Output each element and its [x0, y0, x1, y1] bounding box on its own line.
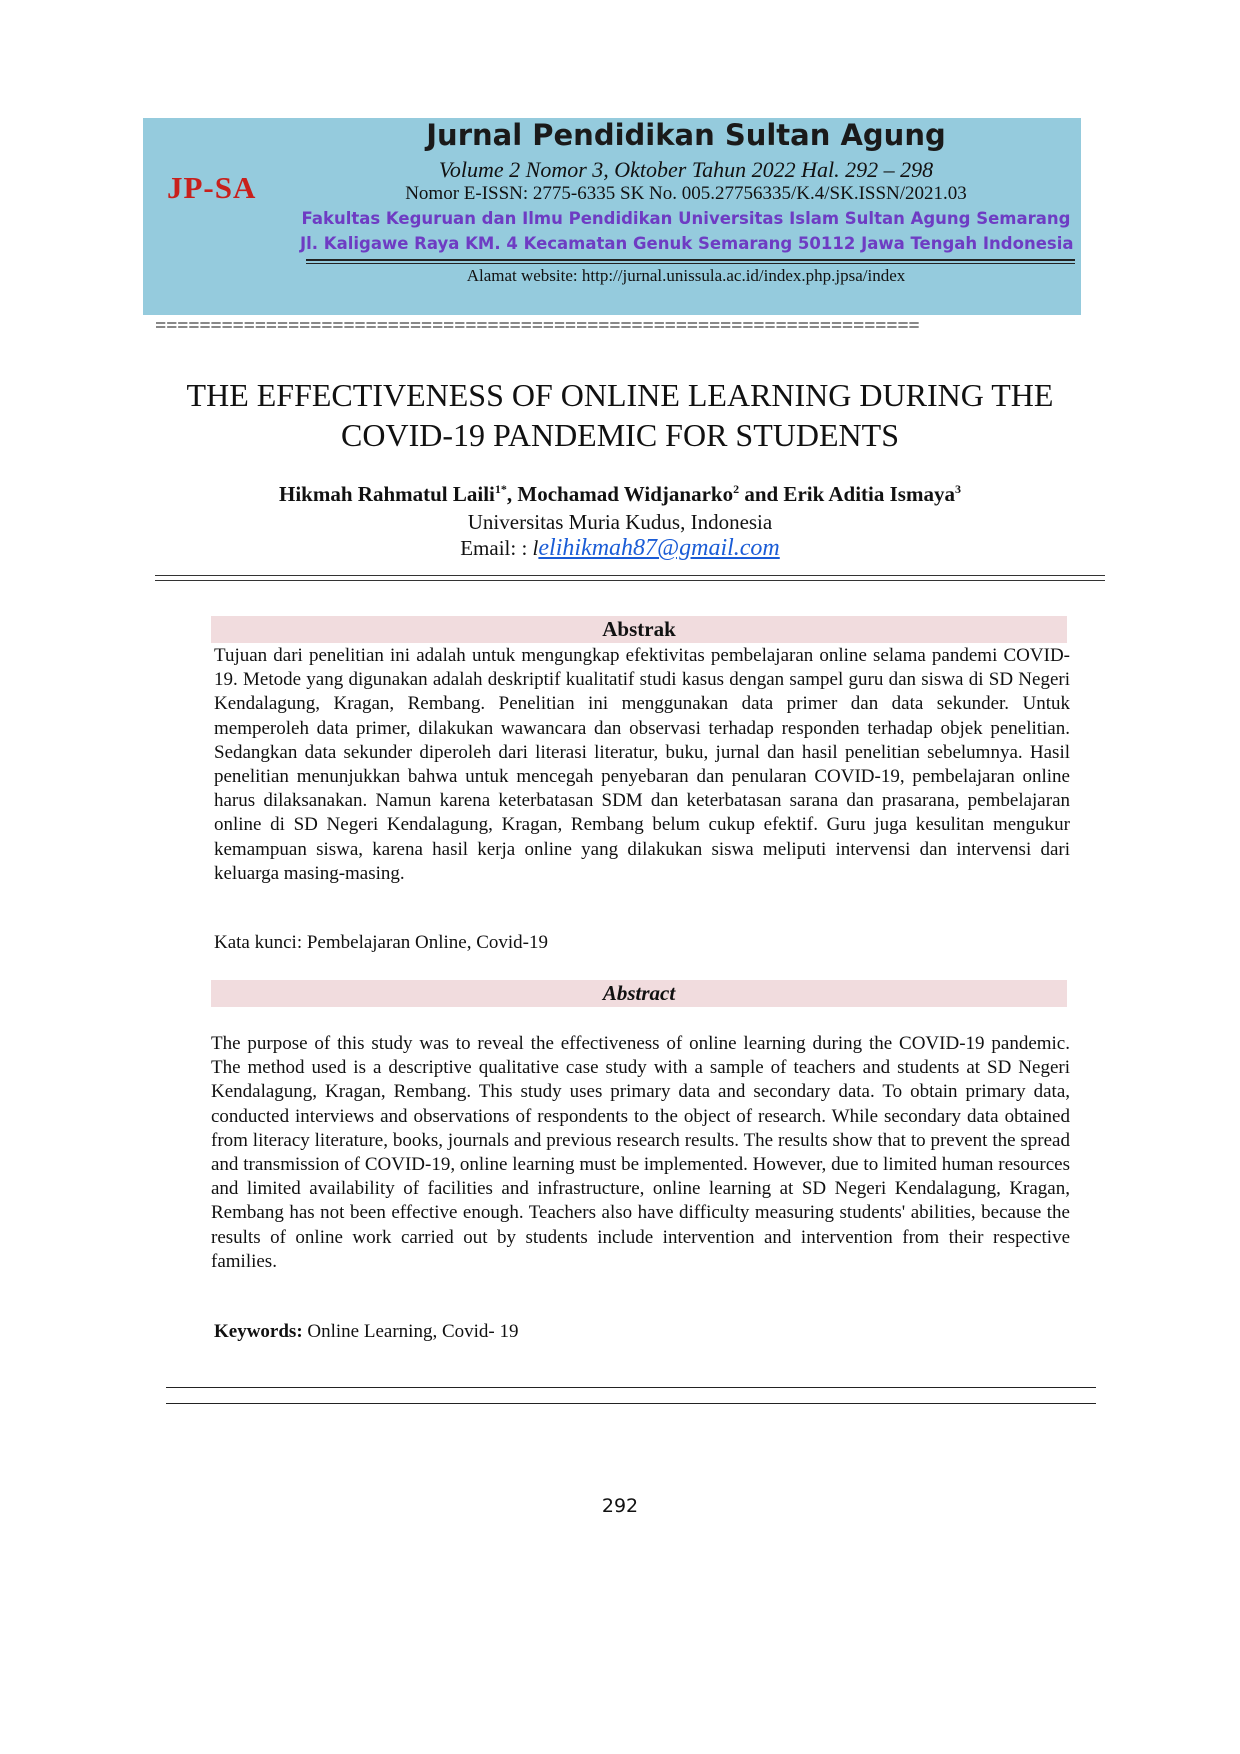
author-1: Hikmah Rahmatul Laili [279, 482, 495, 506]
author-affiliation: Universitas Muria Kudus, Indonesia [467, 510, 773, 534]
email-first-char: l [532, 536, 539, 560]
email-label: Email: : [460, 536, 533, 560]
journal-faculty: Fakultas Keguruan dan Ilmu Pendidikan Universitas Islam Sultan Agung Semarang [301, 209, 1071, 228]
header-divider [306, 259, 1075, 261]
equals-separator: ===================================================================== [155, 315, 920, 337]
author-3-marker: 3 [954, 482, 961, 496]
bottom-divider-top [166, 1387, 1096, 1388]
abstract-heading: Abstract [211, 980, 1067, 1007]
paper-authors [100, 482, 1140, 507]
paper-title-line-1: THE EFFECTIVENESS OF ONLINE LEARNING DURING THE [186, 377, 1054, 413]
author-2-marker: 2 [733, 482, 740, 496]
abstrak-keywords: Kata kunci: Pembelajaran Online, Covid-19 [214, 932, 548, 953]
abstrak-heading: Abstrak [211, 616, 1067, 643]
abstract-keywords [214, 1321, 1070, 1343]
paper-title-line-2: COVID-19 PANDEMIC FOR STUDENTS [341, 417, 899, 453]
paper-title [100, 375, 1140, 455]
bottom-divider-bottom [166, 1403, 1096, 1404]
author-email [100, 535, 1140, 562]
journal-title: Jurnal Pendidikan Sultan Agung [426, 118, 946, 152]
title-divider-top [155, 575, 1105, 576]
email-link[interactable]: elihikmah87@gmail.com [538, 535, 780, 561]
journal-address: Jl. Kaligawe Raya KM. 4 Kecamatan Genuk Semarang 50112 Jawa Tengah Indonesia [300, 234, 1074, 253]
header-divider-thin [306, 263, 1075, 264]
author-1-marker: 1* [494, 482, 507, 496]
journal-website: Alamat website: http://jurnal.unissula.ac.id/index.php.jpsa/index [466, 266, 906, 285]
abstrak-body: Tujuan dari penelitian ini adalah untuk mengungkap efektivitas pembelajaran online selama pandemi COVID-19. Metode yang digunakan adalah deskriptif kualitatif studi kasus dengan sampel guru dan siswa di SD Negeri Kendalagung, Kragan, Rembang. Penelitian ini menggunakan data primer dan data sekunder. Untuk memperoleh data primer, dilakukan wawancara dan observasi terhadap responden terhadap objek penelitian. Sedangkan data sekunder diperoleh dari literasi literatur, buku, jurnal dan hasil penelitian sebelumnya. Hasil penelitian menunjukkan bahwa untuk mencegah penyebaran dan penularan COVID-19, pembelajaran online harus dilaksanakan. Namun karena keterbatasan SDM dan keterbatasan sarana dan prasarana, pembelajaran online di SD Negeri Kendalagung, Kragan, Rembang belum cukup efektif. Guru juga kesulitan mengukur kemampuan siswa, karena hasil kerja online yang dilakukan siswa meliputi intervensi dan intervensi dari keluarga masing-masing. [214, 645, 1070, 884]
title-divider-bottom [155, 580, 1105, 581]
author-2: , Mochamad Widjanarko [506, 482, 734, 506]
page-number: 292 [601, 1495, 639, 1517]
keywords-value: Online Learning, Covid- 19 [302, 1321, 519, 1342]
keywords-label: Keywords: [214, 1321, 303, 1342]
journal-volume: Volume 2 Nomor 3, Oktober Tahun 2022 Hal. 292 – 298 [438, 157, 934, 182]
journal-issn: Nomor E-ISSN: 2775-6335 SK No. 005.27756335/K.4/SK.ISSN/2021.03 [405, 183, 967, 204]
journal-logo: JP-SA [167, 170, 257, 205]
abstract-body: The purpose of this study was to reveal the effectiveness of online learning during the COVID-19 pandemic. The method used is a descriptive qualitative case study with a sample of teachers and students at SD Negeri Kendalagung, Kragan, Rembang. This study uses primary data and secondary data. To obtain primary data, conducted interviews and observations of respondents to the object of research. While secondary data obtained from literacy literature, books, journals and previous research results. The results show that to prevent the spread and transmission of COVID-19, online learning must be implemented. However, due to limited human resources and limited availability of facilities and infrastructure, online learning at SD Negeri Kendalagung, Kragan, Rembang has not been effective enough. Teachers also have difficulty measuring students' abilities, because the results of online work carried out by students include intervention and intervention from their respective families. [211, 1033, 1070, 1272]
author-3: and Erik Aditia Ismaya [739, 482, 955, 506]
